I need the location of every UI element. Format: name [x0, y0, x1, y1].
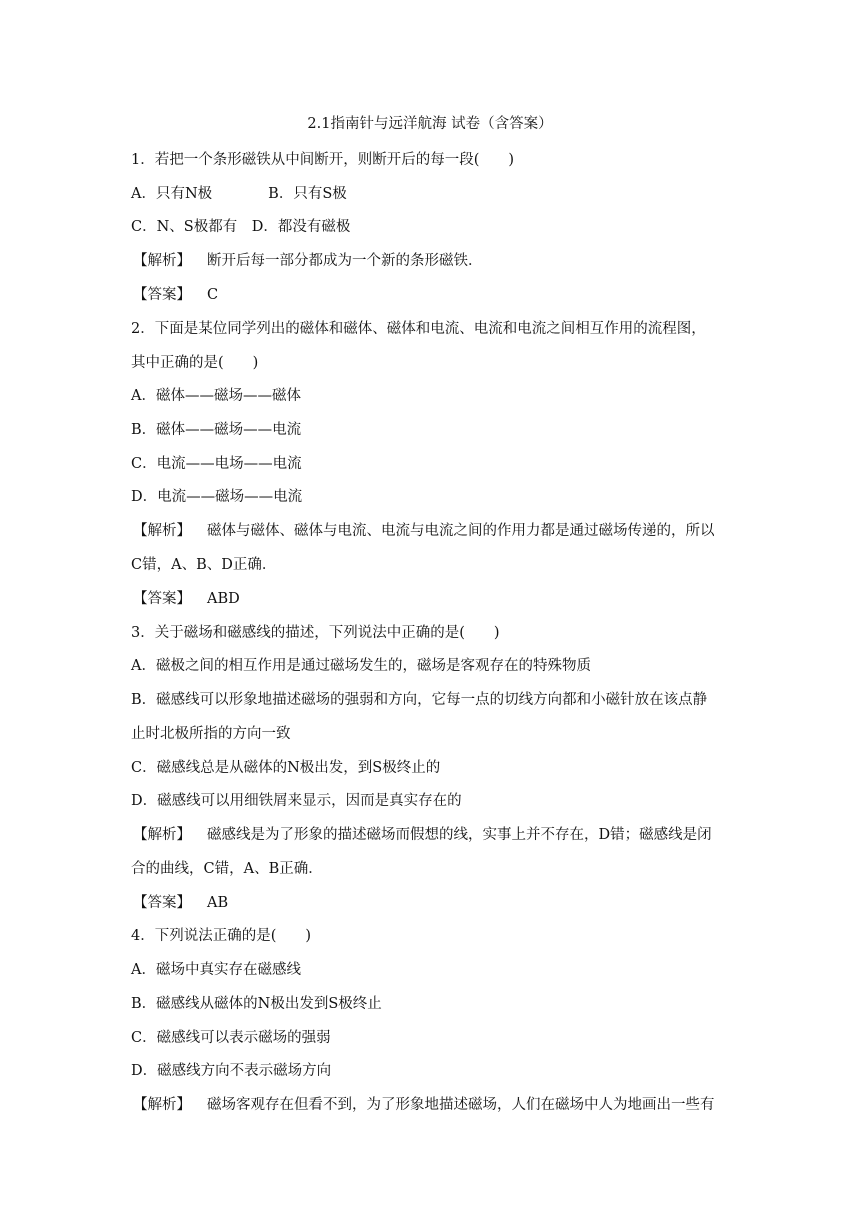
- q4-analysis: [133, 1093, 715, 1114]
- q2-answer-text: ABD: [207, 591, 240, 607]
- q1-analysis-text: 断开后每一部分都成为一个新的条形磁铁．: [207, 253, 483, 269]
- q3-analysis: [133, 823, 712, 844]
- q4-option-c: C．磁感线可以表示磁场的强弱: [131, 1030, 331, 1046]
- q1-options-cd: C．N、S极都有 D．都没有磁极: [131, 219, 351, 235]
- q1-answer-text: C: [207, 287, 219, 303]
- q1-analysis: [133, 249, 483, 270]
- q3-answer-text: AB: [207, 895, 229, 911]
- document-title: 2.1指南针与远洋航海 试卷（含答案）: [307, 116, 553, 132]
- q2-analysis: [133, 519, 715, 540]
- answer-label: 【答案】: [133, 895, 191, 911]
- q3-analysis-text: 磁感线是为了形象的描述磁场而假想的线，实事上并不存在，D错；磁感线是闭: [207, 827, 712, 843]
- q4-option-d: D．磁感线方向不表示磁场方向: [131, 1063, 332, 1079]
- q3-option-b-line2: 止时北极所指的方向一致: [131, 726, 291, 742]
- analysis-label: 【解析】: [133, 523, 191, 539]
- answer-label: 【答案】: [133, 287, 191, 303]
- q1-option-b: B．只有S极: [268, 186, 347, 202]
- q2-option-b: B．磁体——磁场——电流: [131, 422, 302, 438]
- q3-option-c: C．磁感线总是从磁体的N极出发，到S极终止的: [131, 760, 441, 776]
- q3-option-b-line1: B．磁感线可以形象地描述磁场的强弱和方向，它每一点的切线方向都和小磁针放在该点静: [131, 692, 708, 708]
- q3-option-d: D．磁感线可以用细铁屑来显示，因而是真实存在的: [131, 793, 462, 809]
- q3-option-a: A．磁极之间的相互作用是通过磁场发生的，磁场是客观存在的特殊物质: [131, 658, 591, 674]
- analysis-label: 【解析】: [133, 827, 191, 843]
- q1-stem: 1．若把一个条形磁铁从中间断开，则断开后的每一段( ): [131, 152, 515, 168]
- q2-option-a: A．磁体——磁场——磁体: [131, 388, 301, 404]
- q3-stem: 3．关于磁场和磁感线的描述，下列说法中正确的是( ): [131, 625, 500, 641]
- q2-stem-line2: 其中正确的是( ): [131, 355, 259, 371]
- q2-answer: [133, 587, 240, 608]
- q2-analysis-line2: C错，A、B、D正确．: [131, 557, 277, 573]
- q1-options-ab: [131, 182, 347, 203]
- q4-stem: 4．下列说法正确的是( ): [131, 928, 312, 944]
- q4-option-b: B．磁感线从磁体的N极出发到S极终止: [131, 996, 382, 1012]
- q3-answer: [133, 891, 228, 912]
- analysis-label: 【解析】: [133, 1097, 191, 1113]
- analysis-label: 【解析】: [133, 253, 191, 269]
- q2-option-c: C．电流——电场——电流: [131, 456, 302, 472]
- q2-analysis-text: 磁体与磁体、磁体与电流、电流与电流之间的作用力都是通过磁场传递的，所以: [207, 523, 715, 539]
- q3-analysis-line2: 合的曲线，C错，A、B正确．: [131, 861, 323, 877]
- q1-answer: [133, 283, 218, 304]
- q2-stem-line1: 2．下面是某位同学列出的磁体和磁体、磁体和电流、电流和电流之间相互作用的流程图，: [131, 321, 706, 337]
- q2-option-d: D．电流——磁场——电流: [131, 489, 303, 505]
- q4-analysis-text: 磁场客观存在但看不到，为了形象地描述磁场，人们在磁场中人为地画出一些有: [207, 1097, 715, 1113]
- answer-label: 【答案】: [133, 591, 191, 607]
- q1-option-a: A．只有N极: [131, 186, 213, 202]
- q4-option-a: A．磁场中真实存在磁感线: [131, 962, 301, 978]
